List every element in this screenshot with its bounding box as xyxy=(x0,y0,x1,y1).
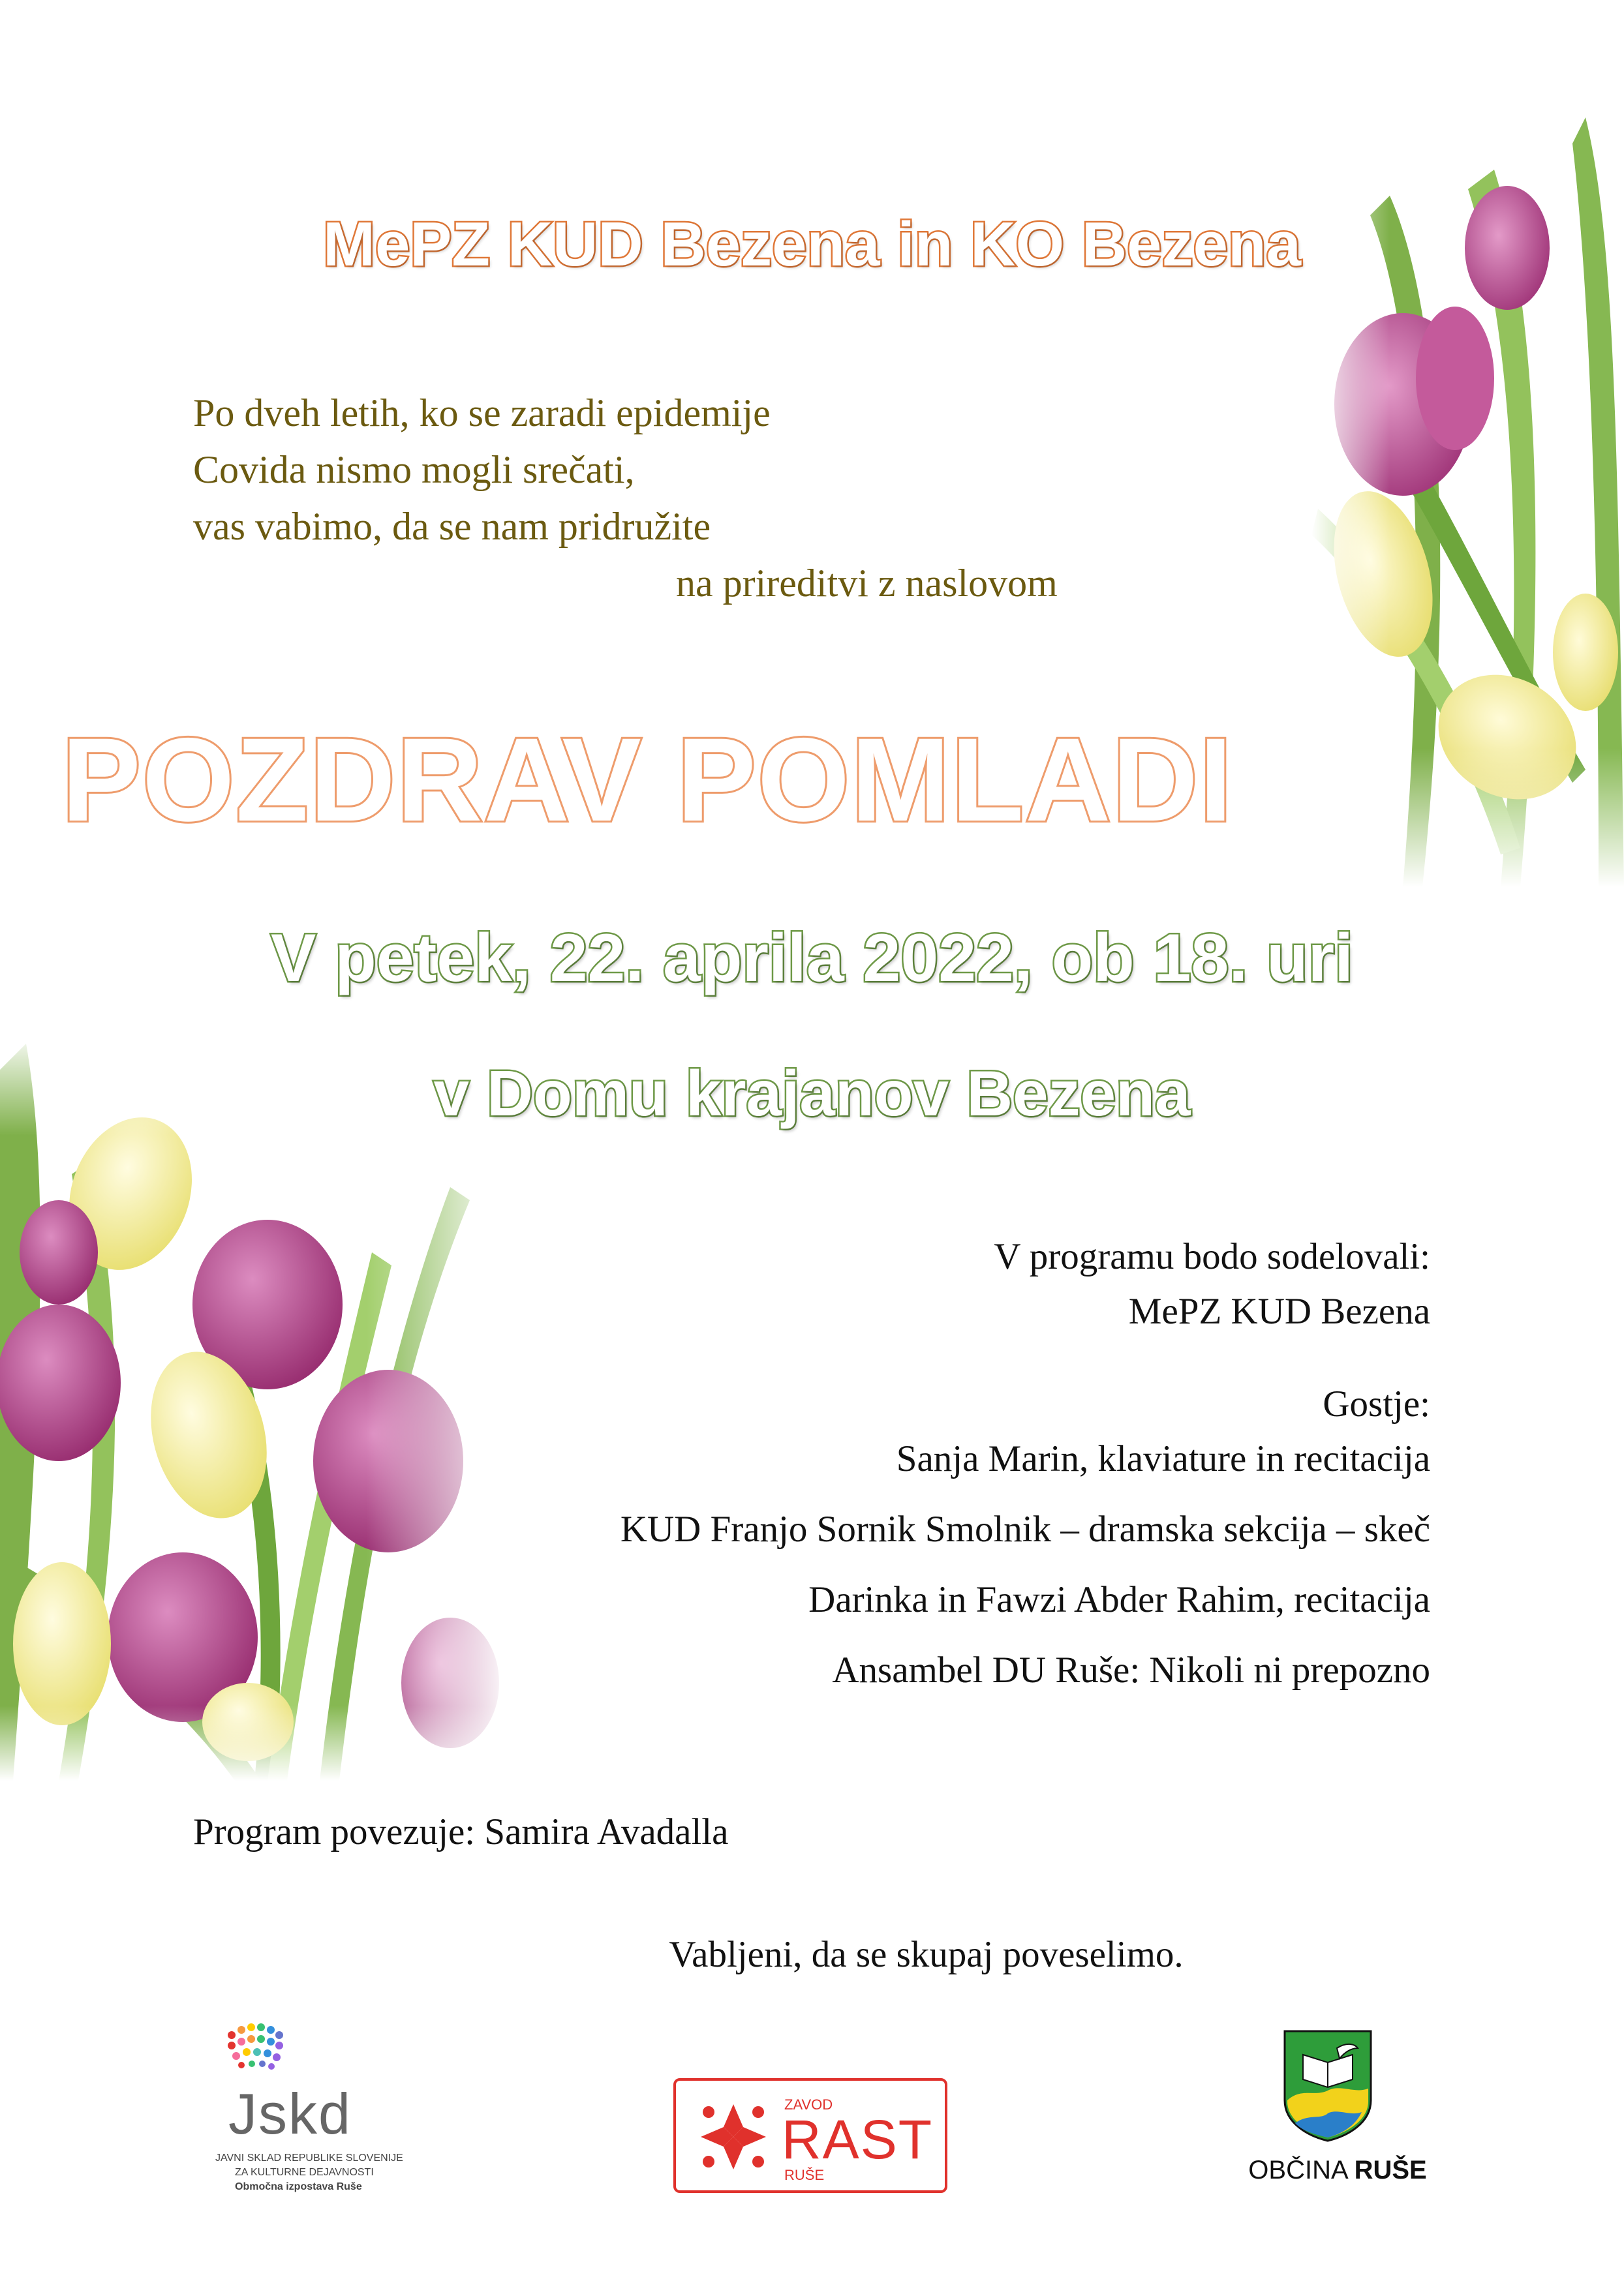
organizer-title: MePZ KUD Bezena in KO Bezena xyxy=(323,209,1301,279)
event-venue: v Domu krajanov Bezena xyxy=(433,1057,1191,1129)
intro-line: Covida nismo mogli srečati, xyxy=(193,448,635,491)
intro-paragraph xyxy=(193,385,1302,612)
rast-emblem-icon xyxy=(694,2098,773,2176)
program-section xyxy=(354,1230,1430,1698)
guest-item: Ansambel DU Ruše: Nikoli ni prepozno xyxy=(832,1650,1430,1691)
event-date: V petek, 22. aprila 2022, ob 18. uri xyxy=(270,920,1354,996)
invite-line: Vabljeni, da se skupaj poveselimo. xyxy=(669,1934,1184,1975)
jskd-line: JAVNI SKLAD REPUBLIKE SLOVENIJE xyxy=(215,2152,403,2164)
rast-wordmark: RAST xyxy=(782,2109,934,2170)
program-choir: MePZ KUD Bezena xyxy=(1128,1291,1430,1332)
guest-item: Sanja Marin, klaviature in recitacija xyxy=(896,1438,1430,1479)
coat-of-arms-icon xyxy=(1282,2029,1373,2143)
intro-line: vas vabimo, da se nam pridružite xyxy=(193,505,711,548)
jskd-wordmark: Jskd xyxy=(228,2081,352,2146)
obcina-ruse-logo xyxy=(1233,2029,1442,2198)
guest-item: KUD Franjo Sornik Smolnik – dramska sekcija – skeč xyxy=(620,1509,1430,1550)
host-line: Program povezuje: Samira Avadalla xyxy=(193,1811,729,1852)
intro-line: Po dveh letih, ko se zaradi epidemije xyxy=(193,391,771,434)
jskd-line: Območna izpostava Ruše xyxy=(235,2181,362,2192)
rast-bottom: RUŠE xyxy=(784,2167,825,2183)
guests-heading: Gostje: xyxy=(1323,1383,1430,1425)
intro-line: na prireditvi z naslovom xyxy=(676,562,1058,605)
obcina-prefix: OBČINA xyxy=(1248,2156,1347,2184)
program-heading: V programu bodo sodelovali: xyxy=(994,1236,1430,1277)
jskd-logo xyxy=(196,2022,405,2211)
event-title: POZDRAV POMLADI xyxy=(61,713,1234,846)
rast-top: ZAVOD xyxy=(784,2096,833,2113)
jskd-dots-icon xyxy=(222,2022,287,2087)
rast-logo xyxy=(673,2078,947,2193)
obcina-label xyxy=(1240,2156,1435,2185)
guest-item: Darinka in Fawzi Abder Rahim, recitacija xyxy=(808,1579,1430,1620)
jskd-line: ZA KULTURNE DEJAVNOSTI xyxy=(235,2167,374,2178)
obcina-name: RUŠE xyxy=(1354,2156,1427,2184)
